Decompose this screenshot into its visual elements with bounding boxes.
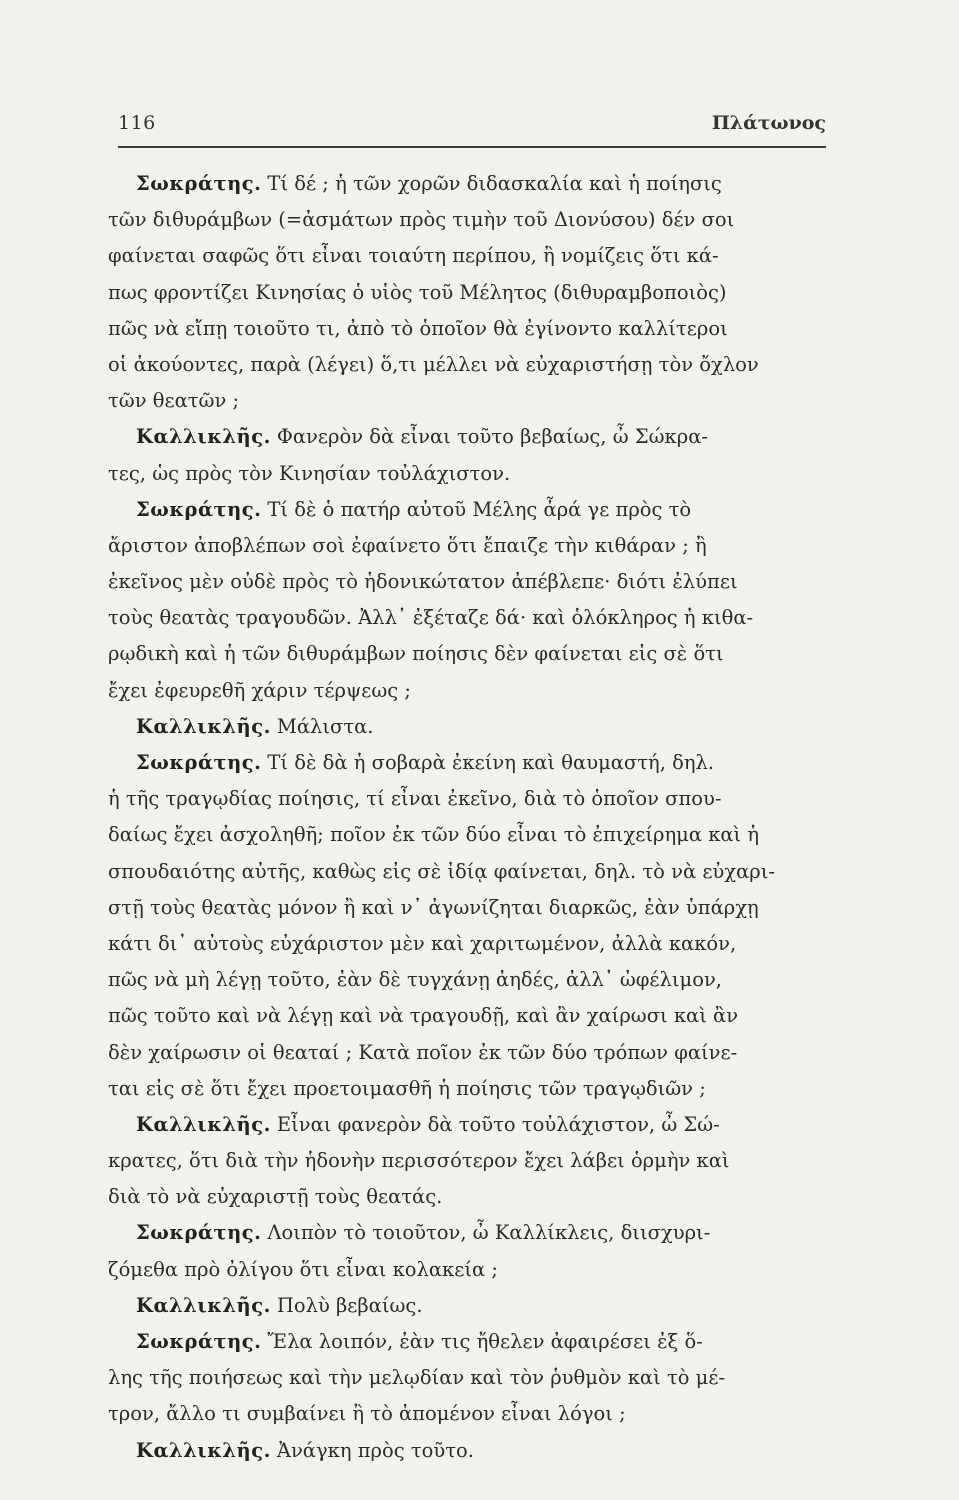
text-line	[108, 926, 830, 962]
speaker-name: Σωκράτης.	[136, 751, 262, 774]
line-text: σπουδαιότης αὐτῆς, καθὼς εἰς σὲ ἰδίᾳ φαίνεται, δηλ. τὸ νὰ εὐχαρι-	[108, 859, 775, 883]
text-line	[108, 636, 830, 672]
text-line	[108, 492, 830, 528]
running-title: Πλάτωνος	[711, 112, 826, 134]
line-text: κρατες, ὅτι διὰ τὴν ἡδονὴν περισσότερον ἔχει λάβει ὁρμὴν καὶ	[108, 1149, 730, 1173]
text-line	[108, 1215, 830, 1251]
text-line	[108, 1360, 830, 1396]
line-text: Τί δέ ; ἡ τῶν χορῶν διδασκαλία καὶ ἡ ποίησις	[267, 172, 722, 195]
line-text: τῶν θεατῶν ;	[108, 389, 240, 413]
text-line	[108, 202, 830, 238]
text-line	[108, 1433, 830, 1469]
line-text: στῇ τοὺς θεατὰς μόνον ἢ καὶ ν᾽ ἀγωνίζηται διαρκῶς, ἐὰν ὑπάρχῃ	[108, 895, 759, 919]
line-text: πῶς νὰ εἴπῃ τοιοῦτο τι, ἀπὸ τὸ ὁποῖον θὰ ἐγίνοντο καλλίτεροι	[108, 316, 728, 340]
line-text: ἐκεῖνος μὲν οὐδὲ πρὸς τὸ ἡδονικώτατον ἀπέβλεπε· διότι ἐλύπει	[108, 570, 738, 594]
text-line	[108, 709, 830, 745]
line-text: τες, ὡς πρὸς τὸν Κινησίαν τοὐλάχιστον.	[108, 461, 511, 485]
text-line	[108, 564, 830, 600]
text-line	[108, 781, 830, 817]
line-text: Μάλιστα.	[276, 714, 374, 738]
text-line	[108, 673, 830, 709]
text-line	[108, 745, 830, 781]
text-line	[108, 347, 830, 383]
speaker-name: Σωκράτης.	[136, 172, 262, 195]
line-text: ἄριστον ἀποβλέπων σοὶ ἐφαίνετο ὅτι ἔπαιζε τὴν κιθάραν ; ἢ	[108, 533, 707, 557]
line-text: Ἔλα λοιπόν, ἐὰν τις ἤθελεν ἀφαιρέσει ἐξ ὅ-	[267, 1330, 703, 1353]
line-text: τοὺς θεατὰς τραγουδῶν. Ἀλλ᾽ ἐξέταζε δά· καὶ ὁλόκληρος ἡ κιθα-	[108, 606, 754, 630]
text-line	[108, 1252, 830, 1288]
speaker-name: Καλλικλῆς.	[136, 425, 271, 449]
text-line	[108, 275, 830, 311]
text-line	[108, 419, 830, 455]
line-text: Τί δὲ δὰ ἡ σοβαρὰ ἐκείνη καὶ θαυμαστή, δηλ.	[267, 751, 715, 774]
text-line	[108, 1143, 830, 1179]
line-text: δαίως ἔχει ἀσχοληθῆ; ποῖον ἐκ τῶν δύο εἶναι τὸ ἐπιχείρημα καὶ ἡ	[108, 823, 760, 847]
line-text: Φανερὸν δὰ εἶναι τοῦτο βεβαίως, ὦ Σώκρα-	[276, 425, 708, 449]
line-text: Ἀνάγκη πρὸς τοῦτο.	[276, 1438, 474, 1462]
line-text: κάτι δι᾽ αὐτοὺς εὐχάριστον μὲν καὶ χαριτωμένον, ἀλλὰ κακόν,	[108, 931, 737, 955]
speaker-name: Καλλικλῆς.	[136, 1438, 271, 1462]
dialogue-text	[108, 166, 830, 1469]
page-number: 116	[118, 112, 156, 134]
text-line	[108, 600, 830, 636]
line-text: ἡ τῆς τραγῳδίας ποίησις, τί εἶναι ἐκεῖνο, διὰ τὸ ὁποῖον σπου-	[108, 787, 722, 811]
text-line	[108, 1071, 830, 1107]
text-line	[108, 1288, 830, 1324]
speaker-name: Καλλικλῆς.	[136, 1293, 271, 1317]
line-text: Πολὺ βεβαίως.	[276, 1293, 423, 1317]
line-text: τρον, ἄλλο τι συμβαίνει ἢ τὸ ἀπομένον εἶναι λόγοι ;	[108, 1402, 626, 1426]
text-line	[108, 528, 830, 564]
speaker-name: Σωκράτης.	[136, 497, 262, 521]
page-header	[118, 100, 826, 148]
speaker-name: Σωκράτης.	[136, 1221, 262, 1245]
text-line	[108, 1107, 830, 1143]
text-line	[108, 238, 830, 274]
text-line	[108, 311, 830, 347]
text-line	[108, 890, 830, 926]
line-text: πως φροντίζει Κινησίας ὁ υἱὸς τοῦ Μέλητος (διθυραμβοποιὸς)	[108, 280, 727, 304]
text-line	[108, 383, 830, 419]
line-text: Εἶναι φανερὸν δὰ τοῦτο τοὐλάχιστον, ὦ Σώ-	[276, 1112, 720, 1136]
speaker-name: Σωκράτης.	[136, 1330, 262, 1353]
text-line	[108, 1324, 830, 1360]
line-text: πῶς νὰ μὴ λέγῃ τοῦτο, ἐὰν δὲ τυγχάνῃ ἀηδές, ἀλλ᾽ ὠφέλιμον,	[108, 968, 722, 992]
line-text: Λοιπὸν τὸ τοιοῦτον, ὦ Καλλίκλεις, διισχυρι-	[267, 1221, 711, 1245]
text-line	[108, 1035, 830, 1071]
line-text: ρῳδικὴ καὶ ἡ τῶν διθυράμβων ποίησις δὲν φαίνεται εἰς σὲ ὅτι	[108, 642, 724, 666]
text-line	[108, 998, 830, 1034]
text-line	[108, 1179, 830, 1215]
line-text: Τί δὲ ὁ πατήρ αὐτοῦ Μέλης ἆρά γε πρὸς τὸ	[267, 497, 692, 521]
text-line	[108, 854, 830, 890]
line-text: πῶς τοῦτο καὶ νὰ λέγῃ καὶ νὰ τραγουδῇ, καὶ ἂν χαίρωσι καὶ ἂν	[108, 1004, 739, 1028]
text-line	[108, 817, 830, 853]
line-text: ται εἰς σὲ ὅτι ἔχει προετοιμασθῆ ἡ ποίησις τῶν τραγῳδιῶν ;	[108, 1076, 706, 1100]
text-line	[108, 166, 830, 202]
speaker-name: Καλλικλῆς.	[136, 714, 271, 738]
line-text: ζόμεθα πρὸ ὀλίγου ὅτι εἶναι κολακεία ;	[108, 1257, 498, 1281]
line-text: τῶν διθυράμβων (=ἀσμάτων πρὸς τιμὴν τοῦ Διονύσου) δέν σοι	[108, 208, 735, 232]
line-text: δὲν χαίρωσιν οἱ θεαταί ; Κατὰ ποῖον ἐκ τῶν δύο τρόπων φαίνε-	[108, 1040, 738, 1064]
speaker-name: Καλλικλῆς.	[136, 1112, 271, 1136]
line-text: οἱ ἀκούοντες, παρὰ (λέγει) ὅ,τι μέλλει νὰ εὐχαριστήσῃ τὸν ὄχλον	[108, 352, 759, 376]
text-line	[108, 962, 830, 998]
text-line	[108, 456, 830, 492]
line-text: λης τῆς ποιήσεως καὶ τὴν μελῳδίαν καὶ τὸν ῥυθμὸν καὶ τὸ μέ-	[108, 1366, 726, 1390]
line-text: φαίνεται σαφῶς ὅτι εἶναι τοιαύτη περίπου, ἢ νομίζεις ὅτι κά-	[108, 244, 719, 268]
line-text: ἔχει ἐφευρεθῆ χάριν τέρψεως ;	[108, 678, 411, 702]
line-text: διὰ τὸ νὰ εὐχαριστῇ τοὺς θεατάς.	[108, 1185, 443, 1209]
text-line	[108, 1396, 830, 1432]
